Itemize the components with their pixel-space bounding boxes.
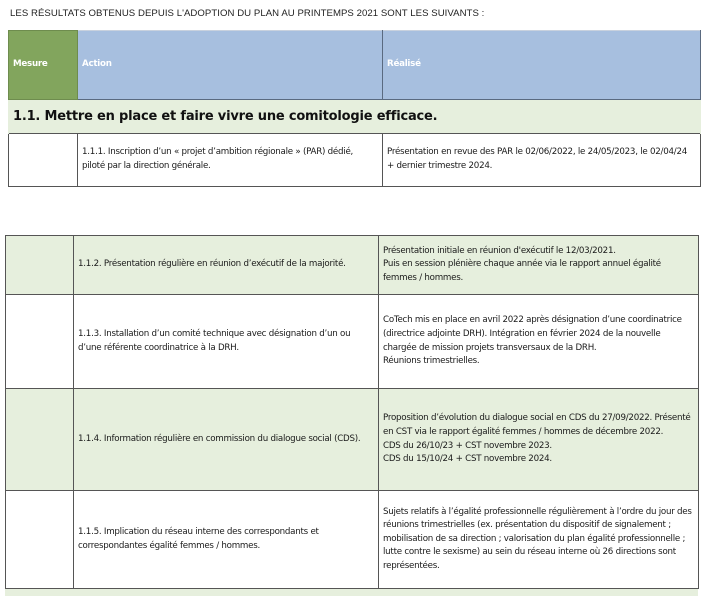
realise-line: CDS du 26/10/23 + CST novembre 2023.: [383, 440, 552, 451]
cell-action: 1.1.5. Implication du réseau interne des correspondants et correspondantes égalité femmes / hommes.: [74, 491, 379, 589]
realise-line: Présentation initiale en réunion d'exécutif le 12/03/2021.: [383, 245, 616, 256]
cell-action: 1.1.2. Présentation régulière en réunion d’exécutif de la majorité.: [74, 236, 379, 295]
section-row: [9, 100, 701, 134]
realise-line: Présentation en revue des PAR le 02/06/2022, le 24/05/2023, le 02/04/24 + dernier trimestre 2024.: [387, 147, 687, 171]
results-table-top: [8, 30, 701, 187]
realise-line: Puis en session plénière chaque année via le rapport annuel égalité femmes / hommes.: [383, 259, 661, 283]
cell-realise: [383, 134, 701, 187]
cell-realise: [379, 491, 699, 589]
table-row: [6, 491, 699, 589]
intro-heading: LES RÉSULTATS OBTENUS DEPUIS L'ADOPTION DU PLAN AU PRINTEMPS 2021 SONT LES SUIVANTS :: [10, 8, 485, 19]
cell-mesure: [6, 236, 74, 295]
cell-action: 1.1.3. Installation d’un comité technique avec désignation d’un ou d’une référente coordinatrice à la DRH.: [74, 295, 379, 389]
table-row: [6, 236, 699, 295]
cell-realise: [379, 295, 699, 389]
table-row: [6, 295, 699, 389]
cell-realise: [379, 236, 699, 295]
realise-line: Proposition d’évolution du dialogue social en CDS du 27/09/2022. Présenté en CST via le rapport égalité femmes / hommes de décembre 2022.: [383, 413, 691, 437]
realise-line: Sujets relatifs à l’égalité professionnelle régulièrement à l’ordre du jour des réunions trimestrielles (ex. présentation du dispositif de signalement ; mobilisation de sa direction ; valorisation du plan égalité professionnelle ; lutte contre le sexisme) au sein du réseau interne où 26 directions sont représentées.: [383, 506, 692, 571]
header-realise: Réalisé: [383, 31, 701, 100]
cell-action: 1.1.4. Information régulière en commission du dialogue social (CDS).: [74, 389, 379, 491]
section-title: 1.1. Mettre en place et faire vivre une comitologie efficace.: [9, 100, 701, 134]
next-row-edge: [5, 589, 698, 596]
cell-mesure: [6, 295, 74, 389]
realise-line: CDS du 15/10/24 + CST novembre 2024.: [383, 454, 552, 465]
results-table-continued: [5, 235, 699, 589]
table-header-row: [9, 31, 701, 100]
cell-action: 1.1.1. Inscription d’un « projet d’ambition régionale » (PAR) dédié, piloté par la direction générale.: [78, 134, 383, 187]
cell-mesure: [6, 389, 74, 491]
realise-line: CoTech mis en place en avril 2022 après désignation d’une coordinatrice (directrice adjointe DRH). Intégration en février 2024 de la nouvelle chargée de mission projets transversaux de la DRH.: [383, 315, 682, 353]
table-row: [9, 134, 701, 187]
realise-line: Réunions trimestrielles.: [383, 356, 480, 367]
header-mesure: Mesure: [9, 31, 78, 100]
cell-mesure: [6, 491, 74, 589]
header-action: Action: [78, 31, 383, 100]
cell-mesure: [9, 134, 78, 187]
table-row: [6, 389, 699, 491]
cell-realise: [379, 389, 699, 491]
